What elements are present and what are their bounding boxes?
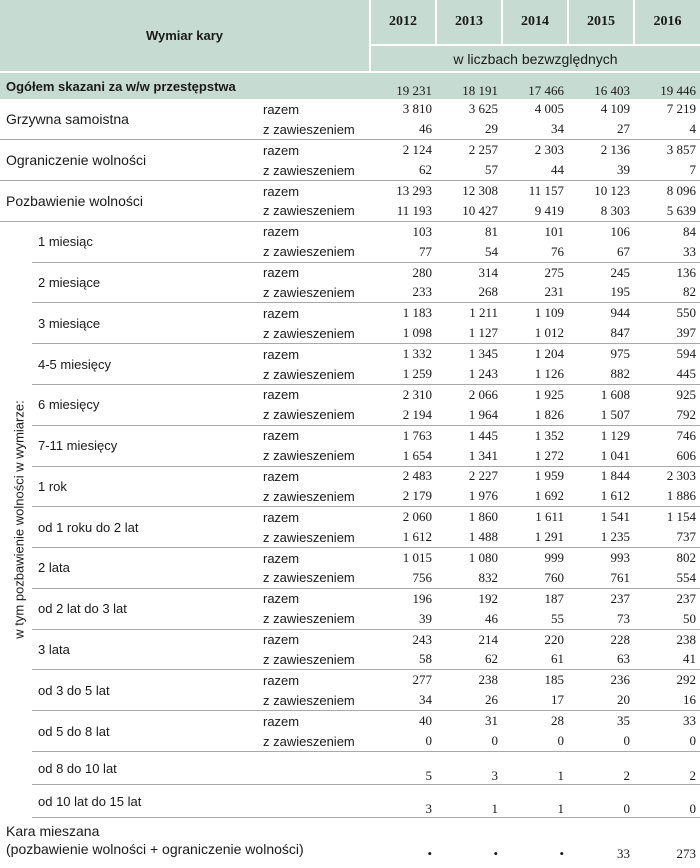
value-cell: 214 [478,631,498,647]
value-cell: 0 [634,731,700,751]
value-cell: 606 [634,446,700,466]
value-cell: 0 [568,731,634,751]
subcategory-row-razem [0,344,700,364]
category-label: Grzywna samoistna [0,99,260,140]
subcategory-label: od 2 lat do 3 lat [32,588,260,629]
value-cell: 8 096 [666,183,696,198]
kind-label: razem [263,509,300,525]
subcategory-row-razem [0,507,700,527]
subcategory-row-razem [0,548,700,568]
value-cell: 944 [610,305,630,321]
value-cell: 1 507 [568,405,634,425]
value-cell: 1 235 [568,527,634,547]
value-cell: 55 [502,609,568,629]
vertical-label-wrap [8,222,30,818]
subcategory-row-razem [0,384,700,404]
value-cell: 236 [610,672,630,688]
value-cell: 3 810 [402,101,432,117]
value-cell: 5 639 [634,201,700,221]
value-cell: 13 293 [396,183,432,198]
year-header: 2016 [634,0,700,45]
value-cell: 39 [370,609,436,629]
value-cell: 1 964 [436,405,502,425]
kind-label: z zawieszeniem [260,731,370,751]
value-cell: • [427,845,432,861]
value-cell: 0 [502,731,568,751]
value-cell: 1 [436,785,502,818]
value-cell: 35 [617,713,630,729]
value-cell: 847 [568,323,634,343]
value-cell: 756 [370,568,436,588]
value-cell: 1 183 [402,305,432,321]
subcategory-label: 2 lata [32,548,260,589]
value-cell: 33 [683,713,696,729]
value-cell: 12 308 [462,183,498,198]
header-row [0,0,700,45]
total-row [0,72,700,99]
value-cell: 33 [634,242,700,262]
value-cell: 4 [634,119,700,139]
value-cell: 62 [370,160,436,180]
subcategory-label: od 1 roku do 2 lat [32,507,260,548]
value-cell: 44 [502,160,568,180]
kind-label: z zawieszeniem [260,160,370,180]
kind-label: z zawieszeniem [260,486,370,506]
kind-label: razem [263,101,300,117]
header-label: Wymiar kary [0,0,370,72]
value-cell: 5 [370,752,436,785]
value-cell: 999 [544,550,564,566]
value-cell: 1 345 [468,346,498,362]
kind-label: razem [263,591,300,607]
value-cell: 0 [568,785,634,818]
value-cell: 1 541 [600,509,630,525]
value-cell: 46 [436,609,502,629]
value-cell: 4 109 [600,101,630,117]
value-cell: 1 611 [535,509,564,525]
vertical-label: w tym pozbawienie wolności w wymiarze: [11,400,27,639]
value-cell: 1 211 [469,305,498,321]
value-cell: 2 303 [666,468,696,484]
kind-label: razem [263,468,300,484]
value-cell: 11 193 [370,201,436,221]
value-cell: 268 [436,283,502,303]
subcategory-label: od 10 lat do 15 lat [32,785,260,818]
total-value: 19 446 [634,72,700,99]
value-cell: 1 129 [600,427,630,443]
value-cell: 34 [370,690,436,710]
value-cell: 0 [370,731,436,751]
value-cell: 1 692 [502,486,568,506]
value-cell: 63 [568,650,634,670]
subcategory-label: 2 miesiące [32,262,260,303]
kind-label: razem [263,428,300,444]
value-cell: 67 [568,242,634,262]
value-cell: 0 [634,785,700,818]
value-cell: 228 [610,631,630,647]
value-cell: 62 [436,650,502,670]
kind-label: z zawieszeniem [260,201,370,221]
value-cell: 233 [370,283,436,303]
value-cell: 195 [568,283,634,303]
kind-label: z zawieszeniem [260,405,370,425]
value-cell: 192 [478,590,498,606]
value-cell: 761 [568,568,634,588]
value-cell: 975 [610,346,630,362]
value-cell: 1 959 [534,468,564,484]
value-cell: 1 080 [468,550,498,566]
kind-label: z zawieszeniem [260,446,370,466]
value-cell: 220 [544,631,564,647]
value-cell: 2 060 [402,509,432,525]
value-cell: 2 [634,752,700,785]
kind-blank [260,785,370,818]
value-cell: 41 [634,650,700,670]
total-label: Ogółem skazani za w/w przestępstwa [0,72,370,99]
value-cell: 925 [676,386,696,402]
total-value: 19 231 [370,72,436,99]
kind-label: z zawieszeniem [260,609,370,629]
kind-label: razem [263,632,300,648]
kind-label: razem [263,305,300,321]
value-cell: 82 [634,283,700,303]
kind-label: razem [263,346,300,362]
value-cell: 2 310 [402,386,432,402]
year-header: 2013 [436,0,502,45]
value-cell: 3 [370,785,436,818]
value-cell: 1 098 [370,323,436,343]
value-cell: 57 [436,160,502,180]
value-cell: 7 219 [666,101,696,117]
total-value: 17 466 [502,72,568,99]
value-cell: 61 [502,650,568,670]
value-cell: 238 [478,672,498,688]
value-cell: 1 488 [436,527,502,547]
value-cell: 33 [617,845,630,861]
value-cell: 39 [568,160,634,180]
value-cell: 2 194 [370,405,436,425]
kind-label: z zawieszeniem [260,242,370,262]
value-cell: 16 [634,690,700,710]
subcategory-single-row [0,785,700,818]
value-cell: 237 [676,590,696,606]
value-cell: 760 [502,568,568,588]
value-cell: 280 [412,264,432,280]
value-cell: 1 608 [600,386,630,402]
kind-label: z zawieszeniem [260,690,370,710]
value-cell: 1 291 [502,527,568,547]
kind-label: z zawieszeniem [260,364,370,384]
subcategory-row-razem [0,221,700,241]
value-cell: 237 [610,590,630,606]
value-cell: 28 [551,713,564,729]
subcategory-label: od 8 do 10 lat [32,752,260,785]
subcategory-row-razem [0,711,700,731]
value-cell: 1 352 [534,427,564,443]
value-cell: 292 [676,672,696,688]
value-cell: 1 126 [502,364,568,384]
value-cell: 101 [544,223,564,239]
value-cell: 20 [568,690,634,710]
category-row-razem [0,99,700,119]
total-value: 16 403 [568,72,634,99]
subcategory-row-razem [0,588,700,608]
value-cell: 1 612 [568,486,634,506]
value-cell: 31 [485,713,498,729]
value-cell: 1 272 [502,446,568,466]
value-cell: 136 [676,264,696,280]
kind-label: razem [263,142,300,158]
value-cell: 103 [412,223,432,239]
value-cell: 792 [634,405,700,425]
value-cell: 397 [634,323,700,343]
subcategory-row-razem [0,466,700,486]
kind-label: razem [263,224,300,240]
value-cell: 54 [436,242,502,262]
value-cell: 50 [634,609,700,629]
value-cell: 3 857 [666,142,696,158]
value-cell: 76 [502,242,568,262]
value-cell: 275 [544,264,564,280]
value-cell: 1 925 [534,386,564,402]
value-cell: 832 [436,568,502,588]
value-cell: 238 [676,631,696,647]
value-cell: 187 [544,590,564,606]
value-cell: 1 127 [436,323,502,343]
value-cell: 26 [436,690,502,710]
value-cell: 8 303 [568,201,634,221]
value-cell: 243 [412,631,432,647]
value-cell: 1 012 [502,323,568,343]
value-cell: 1 763 [402,427,432,443]
value-cell: 77 [370,242,436,262]
kind-label: z zawieszeniem [260,283,370,303]
value-cell: 1 445 [468,427,498,443]
kind-label: razem [263,183,300,199]
value-cell: 554 [634,568,700,588]
subcategory-row-razem [0,670,700,690]
kind-label: razem [263,713,300,729]
value-cell: 993 [610,550,630,566]
value-cell: 1 332 [402,346,432,362]
value-cell: 314 [478,264,498,280]
value-cell: 2 066 [468,386,498,402]
value-cell: 1 612 [370,527,436,547]
kind-label: z zawieszeniem [260,323,370,343]
year-header: 2014 [502,0,568,45]
value-cell: 29 [436,119,502,139]
subcategory-row-razem [0,425,700,445]
value-cell: 2 [568,752,634,785]
value-cell: 2 483 [402,468,432,484]
value-cell: 1 826 [502,405,568,425]
value-cell: 445 [634,364,700,384]
value-cell: • [559,845,564,861]
value-cell: 2 136 [600,142,630,158]
value-cell: 2 303 [534,142,564,158]
value-cell: 594 [676,346,696,362]
category-row-razem [0,140,700,160]
subcategory-label: 3 lata [32,629,260,670]
subcategory-label: od 5 do 8 lat [32,711,260,752]
year-header: 2015 [568,0,634,45]
subcategory-label: 4-5 miesięcy [32,344,260,385]
total-value: 18 191 [436,72,502,99]
value-cell: 3 [436,752,502,785]
value-cell: 1 654 [370,446,436,466]
value-cell: 106 [610,223,630,239]
category-row-razem [0,181,700,201]
mixed-sentence-row [0,818,700,862]
subcategory-label: 3 miesiące [32,303,260,344]
subcategory-row-razem [0,262,700,282]
value-cell: 0 [436,731,502,751]
subcategory-label: 1 miesiąc [32,221,260,262]
value-cell: 2 179 [370,486,436,506]
value-cell: 737 [634,527,700,547]
value-cell: 27 [568,119,634,139]
mixed-label [0,818,370,862]
value-cell: 1 341 [436,446,502,466]
value-cell: 1 860 [468,509,498,525]
value-cell: 802 [676,550,696,566]
category-label: Pozbawienie wolności [0,181,260,222]
value-cell: 10 123 [594,183,630,198]
kind-label: z zawieszeniem [260,119,370,139]
value-cell: 73 [568,609,634,629]
kind-label: razem [263,387,300,403]
value-cell: 2 124 [402,142,432,158]
value-cell: 1 243 [436,364,502,384]
kind-label: razem [263,550,300,566]
value-cell: 3 625 [468,101,498,117]
value-cell: 58 [370,650,436,670]
value-cell: 7 [634,160,700,180]
mixed-label-line1: Kara mieszana [6,822,100,839]
value-cell: • [493,845,498,861]
subcategory-label: 6 miesięcy [32,384,260,425]
value-cell: 11 157 [528,183,564,198]
subcategory-label: 1 rok [32,466,260,507]
value-cell: 46 [370,119,436,139]
subcategory-row-razem [0,303,700,323]
unit-label: w liczbach bezwzględnych [370,45,700,72]
value-cell: 196 [412,590,432,606]
mixed-label-line2: (pozbawienie wolności + ograniczenie wolności) [6,840,304,857]
value-cell: 84 [683,223,696,239]
value-cell: 1 154 [666,509,696,525]
value-cell: 2 257 [468,142,498,158]
value-cell: 245 [610,264,630,280]
vertical-label-cell [0,221,32,817]
value-cell: 1 976 [436,486,502,506]
kind-label: razem [263,265,300,281]
value-cell: 4 005 [534,101,564,117]
value-cell: 17 [502,690,568,710]
value-cell: 10 427 [436,201,502,221]
value-cell: 40 [419,713,432,729]
category-label: Ograniczenie wolności [0,140,260,181]
value-cell: 185 [544,672,564,688]
value-cell: 746 [676,427,696,443]
subcategory-row-razem [0,629,700,649]
value-cell: 882 [568,364,634,384]
value-cell: 1 259 [370,364,436,384]
kind-label: z zawieszeniem [260,568,370,588]
value-cell: 9 419 [502,201,568,221]
kind-label: z zawieszeniem [260,527,370,547]
value-cell: 1 109 [534,305,564,321]
year-header: 2012 [370,0,436,45]
value-cell: 2 227 [468,468,498,484]
kind-blank [260,752,370,785]
value-cell: 550 [676,305,696,321]
value-cell: 1 [502,752,568,785]
value-cell: 277 [412,672,432,688]
value-cell: 1 204 [534,346,564,362]
subcategory-label: od 3 do 5 lat [32,670,260,711]
value-cell: 1 844 [600,468,630,484]
value-cell: 81 [485,223,498,239]
value-cell: 1 041 [568,446,634,466]
value-cell: 1 015 [402,550,432,566]
value-cell: 34 [502,119,568,139]
value-cell: 231 [502,283,568,303]
kind-label: razem [263,672,300,688]
value-cell: 273 [676,845,696,861]
subcategory-single-row [0,752,700,785]
subcategory-label: 7-11 miesięcy [32,425,260,466]
value-cell: 1 886 [634,486,700,506]
kind-label: z zawieszeniem [260,650,370,670]
value-cell: 1 [502,785,568,818]
